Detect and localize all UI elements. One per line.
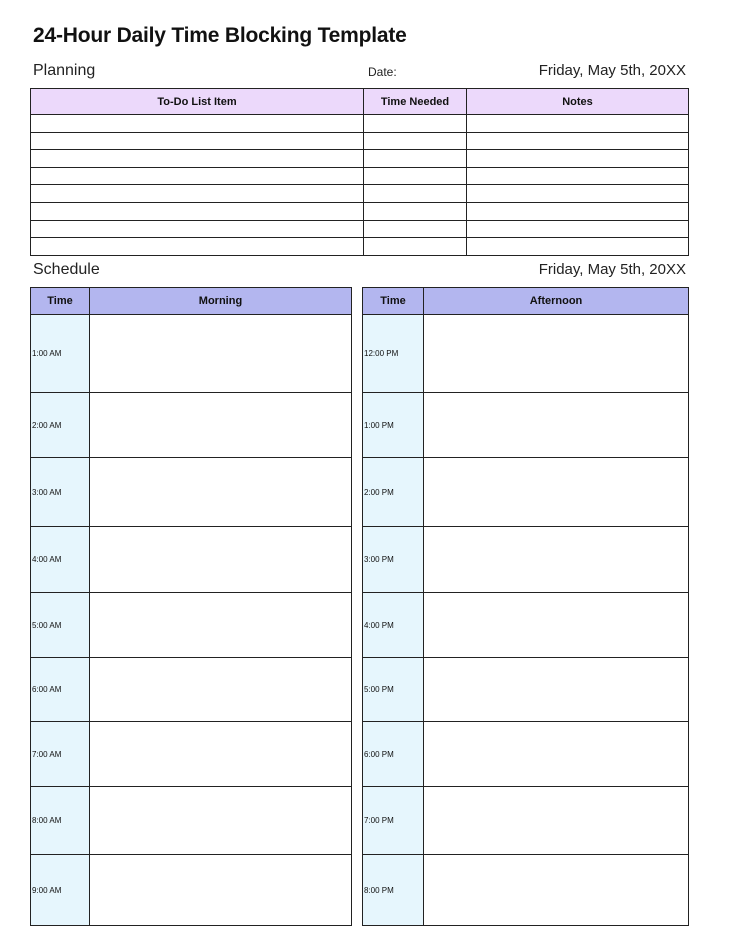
afternoon-time-block[interactable] bbox=[424, 787, 689, 855]
planning-row bbox=[31, 238, 689, 256]
morning-time-row bbox=[31, 393, 352, 458]
morning-rows bbox=[31, 315, 352, 926]
afternoon-time-row bbox=[363, 658, 689, 722]
afternoon-time-slot-label: 1:00 PM bbox=[363, 393, 424, 458]
morning-time-row bbox=[31, 527, 352, 593]
notes-cell[interactable] bbox=[467, 132, 689, 150]
morning-time-row bbox=[31, 722, 352, 787]
morning-time-block[interactable] bbox=[90, 458, 352, 527]
morning-time-row bbox=[31, 787, 352, 855]
afternoon-time-block[interactable] bbox=[424, 658, 689, 722]
morning-time-row bbox=[31, 855, 352, 926]
todo-cell[interactable] bbox=[31, 132, 364, 150]
morning-time-block[interactable] bbox=[90, 527, 352, 593]
morning-time-block[interactable] bbox=[90, 722, 352, 787]
planning-row bbox=[31, 132, 689, 150]
notes-cell[interactable] bbox=[467, 238, 689, 256]
todo-cell[interactable] bbox=[31, 185, 364, 203]
afternoon-time-slot-label: 3:00 PM bbox=[363, 527, 424, 593]
planning-row bbox=[31, 150, 689, 168]
morning-time-slot-label: 4:00 AM bbox=[31, 527, 90, 593]
morning-time-block[interactable] bbox=[90, 593, 352, 658]
time-needed-cell[interactable] bbox=[364, 167, 467, 185]
afternoon-time-block[interactable] bbox=[424, 315, 689, 393]
planning-header-row bbox=[31, 89, 689, 115]
morning-time-header: Time bbox=[31, 288, 90, 315]
notes-cell[interactable] bbox=[467, 202, 689, 220]
morning-time-slot-label: 6:00 AM bbox=[31, 658, 90, 722]
planning-row bbox=[31, 115, 689, 133]
planning-row bbox=[31, 220, 689, 238]
morning-time-slot-label: 8:00 AM bbox=[31, 787, 90, 855]
time-needed-cell[interactable] bbox=[364, 132, 467, 150]
notes-cell[interactable] bbox=[467, 185, 689, 203]
afternoon-time-slot-label: 12:00 PM bbox=[363, 315, 424, 393]
todo-cell[interactable] bbox=[31, 220, 364, 238]
afternoon-time-block[interactable] bbox=[424, 593, 689, 658]
time-needed-cell[interactable] bbox=[364, 202, 467, 220]
morning-time-row bbox=[31, 315, 352, 393]
afternoon-time-row bbox=[363, 393, 689, 458]
afternoon-time-row bbox=[363, 787, 689, 855]
morning-time-row bbox=[31, 658, 352, 722]
afternoon-time-block[interactable] bbox=[424, 722, 689, 787]
afternoon-time-row bbox=[363, 593, 689, 658]
afternoon-time-block[interactable] bbox=[424, 527, 689, 593]
morning-time-row bbox=[31, 458, 352, 527]
page-title: 24-Hour Daily Time Blocking Template bbox=[33, 24, 407, 47]
afternoon-time-row bbox=[363, 527, 689, 593]
afternoon-time-row bbox=[363, 458, 689, 527]
time-needed-cell[interactable] bbox=[364, 238, 467, 256]
planning-date-value: Friday, May 5th, 20XX bbox=[538, 62, 686, 79]
notes-cell[interactable] bbox=[467, 167, 689, 185]
afternoon-time-slot-label: 7:00 PM bbox=[363, 787, 424, 855]
time-needed-column-header: Time Needed bbox=[364, 89, 467, 115]
afternoon-time-block[interactable] bbox=[424, 855, 689, 926]
afternoon-time-header: Time bbox=[363, 288, 424, 315]
morning-time-row bbox=[31, 593, 352, 658]
planning-row bbox=[31, 185, 689, 203]
notes-cell[interactable] bbox=[467, 220, 689, 238]
schedule-label: Schedule bbox=[33, 261, 100, 278]
planning-rows bbox=[31, 115, 689, 256]
morning-time-slot-label: 2:00 AM bbox=[31, 393, 90, 458]
morning-time-block[interactable] bbox=[90, 855, 352, 926]
morning-time-slot-label: 1:00 AM bbox=[31, 315, 90, 393]
afternoon-rows bbox=[363, 315, 689, 926]
morning-time-block[interactable] bbox=[90, 787, 352, 855]
notes-column-header: Notes bbox=[467, 89, 689, 115]
planning-row bbox=[31, 202, 689, 220]
morning-time-block[interactable] bbox=[90, 658, 352, 722]
afternoon-time-slot-label: 6:00 PM bbox=[363, 722, 424, 787]
afternoon-time-slot-label: 4:00 PM bbox=[363, 593, 424, 658]
afternoon-time-slot-label: 8:00 PM bbox=[363, 855, 424, 926]
todo-cell[interactable] bbox=[31, 115, 364, 133]
morning-time-block[interactable] bbox=[90, 315, 352, 393]
time-needed-cell[interactable] bbox=[364, 185, 467, 203]
morning-time-slot-label: 3:00 AM bbox=[31, 458, 90, 527]
morning-header: Morning bbox=[90, 288, 352, 315]
time-needed-cell[interactable] bbox=[364, 220, 467, 238]
afternoon-time-row bbox=[363, 855, 689, 926]
afternoon-schedule-table bbox=[362, 287, 689, 926]
afternoon-time-row bbox=[363, 315, 689, 393]
afternoon-time-slot-label: 2:00 PM bbox=[363, 458, 424, 527]
morning-schedule-table bbox=[30, 287, 352, 926]
time-needed-cell[interactable] bbox=[364, 115, 467, 133]
date-label: Date: bbox=[368, 65, 397, 79]
todo-cell[interactable] bbox=[31, 150, 364, 168]
todo-cell[interactable] bbox=[31, 167, 364, 185]
todo-cell[interactable] bbox=[31, 202, 364, 220]
planning-table bbox=[30, 88, 689, 256]
afternoon-time-slot-label: 5:00 PM bbox=[363, 658, 424, 722]
morning-time-block[interactable] bbox=[90, 393, 352, 458]
notes-cell[interactable] bbox=[467, 115, 689, 133]
time-needed-cell[interactable] bbox=[364, 150, 467, 168]
afternoon-time-block[interactable] bbox=[424, 458, 689, 527]
todo-column-header: To-Do List Item bbox=[31, 89, 364, 115]
planning-row bbox=[31, 167, 689, 185]
notes-cell[interactable] bbox=[467, 150, 689, 168]
morning-time-slot-label: 5:00 AM bbox=[31, 593, 90, 658]
todo-cell[interactable] bbox=[31, 238, 364, 256]
schedule-date-value: Friday, May 5th, 20XX bbox=[538, 261, 686, 278]
afternoon-time-block[interactable] bbox=[424, 393, 689, 458]
planning-label: Planning bbox=[33, 62, 96, 79]
afternoon-time-row bbox=[363, 722, 689, 787]
morning-time-slot-label: 7:00 AM bbox=[31, 722, 90, 787]
afternoon-header: Afternoon bbox=[424, 288, 689, 315]
morning-header-row bbox=[31, 288, 352, 315]
morning-time-slot-label: 9:00 AM bbox=[31, 855, 90, 926]
afternoon-header-row bbox=[363, 288, 689, 315]
